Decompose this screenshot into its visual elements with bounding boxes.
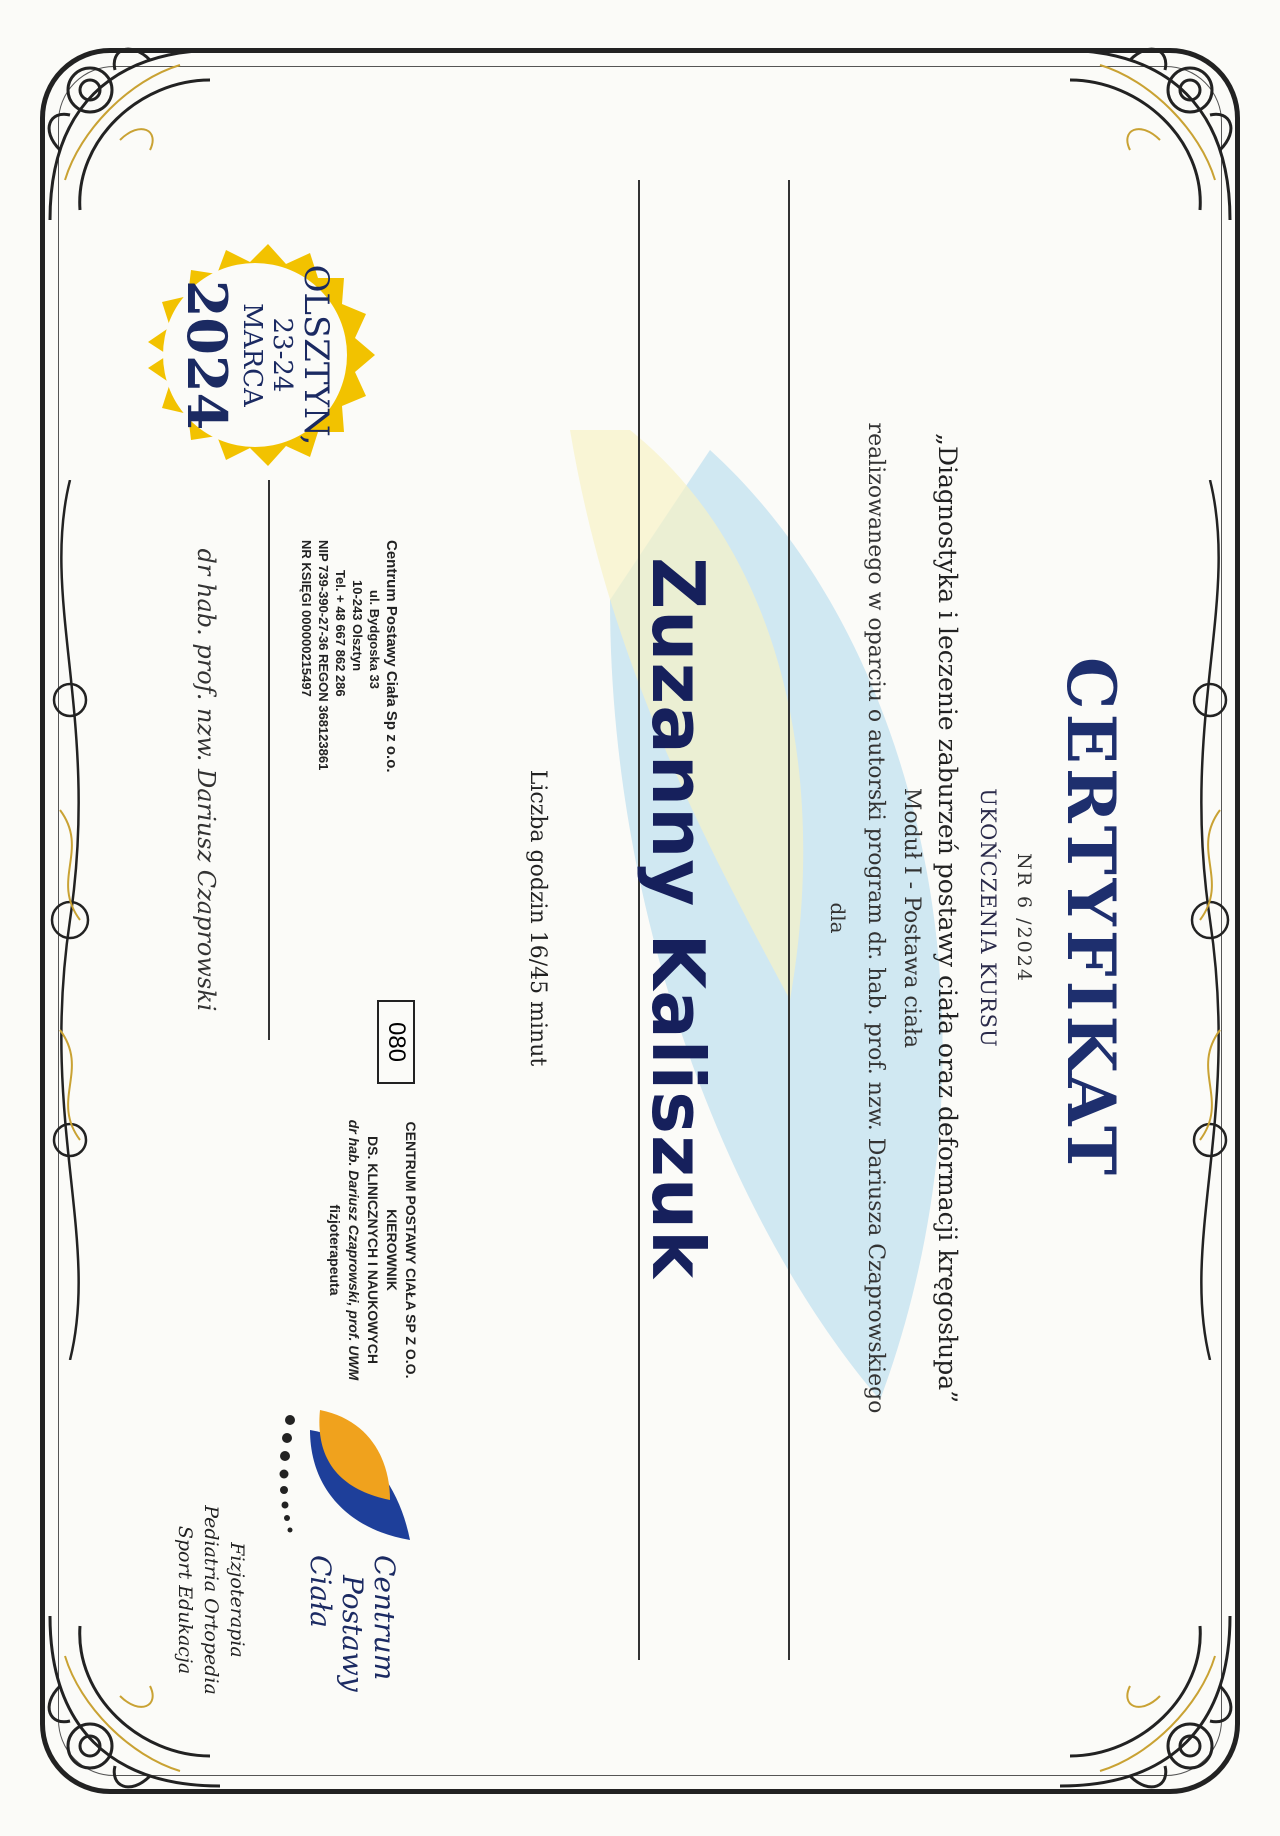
seal-text [177,250,335,460]
for-label: dla [826,902,850,934]
course-hours: Liczba godzin 16/45 minut [525,769,550,1067]
head-stamp-line: fizjoterapeuta [327,1204,343,1296]
head-stamp-line: DS. KLINICZNYCH I NAUKOWYCH [365,1136,381,1364]
course-title: „Diagnostyka i leczenie zaburzeń postawy ciała oraz deformacji kręgosłupa” [933,433,962,1403]
seal-month: MARCA [237,303,267,407]
head-stamp-line: KIEROWNIK [384,1209,400,1291]
brand-name-line: Postawy [336,1575,369,1692]
brand-tag: Sport Edukacja [174,1525,196,1675]
head-stamp-line: CENTRUM POSTAWY CIAŁA SP Z O.O. [403,1121,419,1379]
head-stamp-line: dr hab. Dariusz Czaprowski, prof. UWM [346,1119,362,1381]
company-stamp-line: 10-243 Olsztyn [350,580,365,672]
company-stamp-line: Tel. + 48 667 862 286 [333,570,348,697]
certificate-box-number: 080 [377,1000,415,1084]
company-stamp-line: ul. Bydgoska 33 [367,590,382,689]
company-stamp [298,540,400,980]
brand-tag: Pediatria Ortopedia [200,1505,222,1695]
seal-days: 23-24 [267,317,297,393]
seal-year: 2024 [175,279,239,431]
company-stamp-line: Centrum Postawy Ciała Sp z o.o. [383,540,400,773]
brand-logo-tags [172,1440,250,1760]
brand-name-line: Ciała [304,1555,337,1628]
certificate-title: CERTYFIKAT [1052,657,1130,1179]
company-stamp-line: NIP 739-390-27-36 REGON 368123861 [316,540,331,771]
certificate-number: NR 6 /2024 [1013,853,1035,983]
brand-logo-icon [260,1390,430,1550]
brand-logo-text [304,1555,400,1755]
rule-above-name-1 [788,180,790,1660]
brand-tag: Fizjoterapia [226,1542,248,1658]
signer-name: dr hab. prof. nzw. Dariusz Czaprowski [192,548,220,1012]
brand-name-line: Centrum [368,1555,401,1681]
seal-city: OLSZTYN, [296,264,336,446]
course-module: Moduł I - Postawa ciała [899,787,924,1049]
course-program: realizowanego w oparciu o autorski program dr. hab. prof. nzw. Dariusza Czaprowskiego [863,422,888,1414]
certificate-subtitle: UKOŃCZENIA KURSU [976,788,1000,1048]
rule-signature-left [268,480,270,1040]
recipient-name: Zuzanny Kaliszuk [636,556,720,1280]
company-stamp-line: NR KSIĘGI 000000215497 [299,540,314,697]
